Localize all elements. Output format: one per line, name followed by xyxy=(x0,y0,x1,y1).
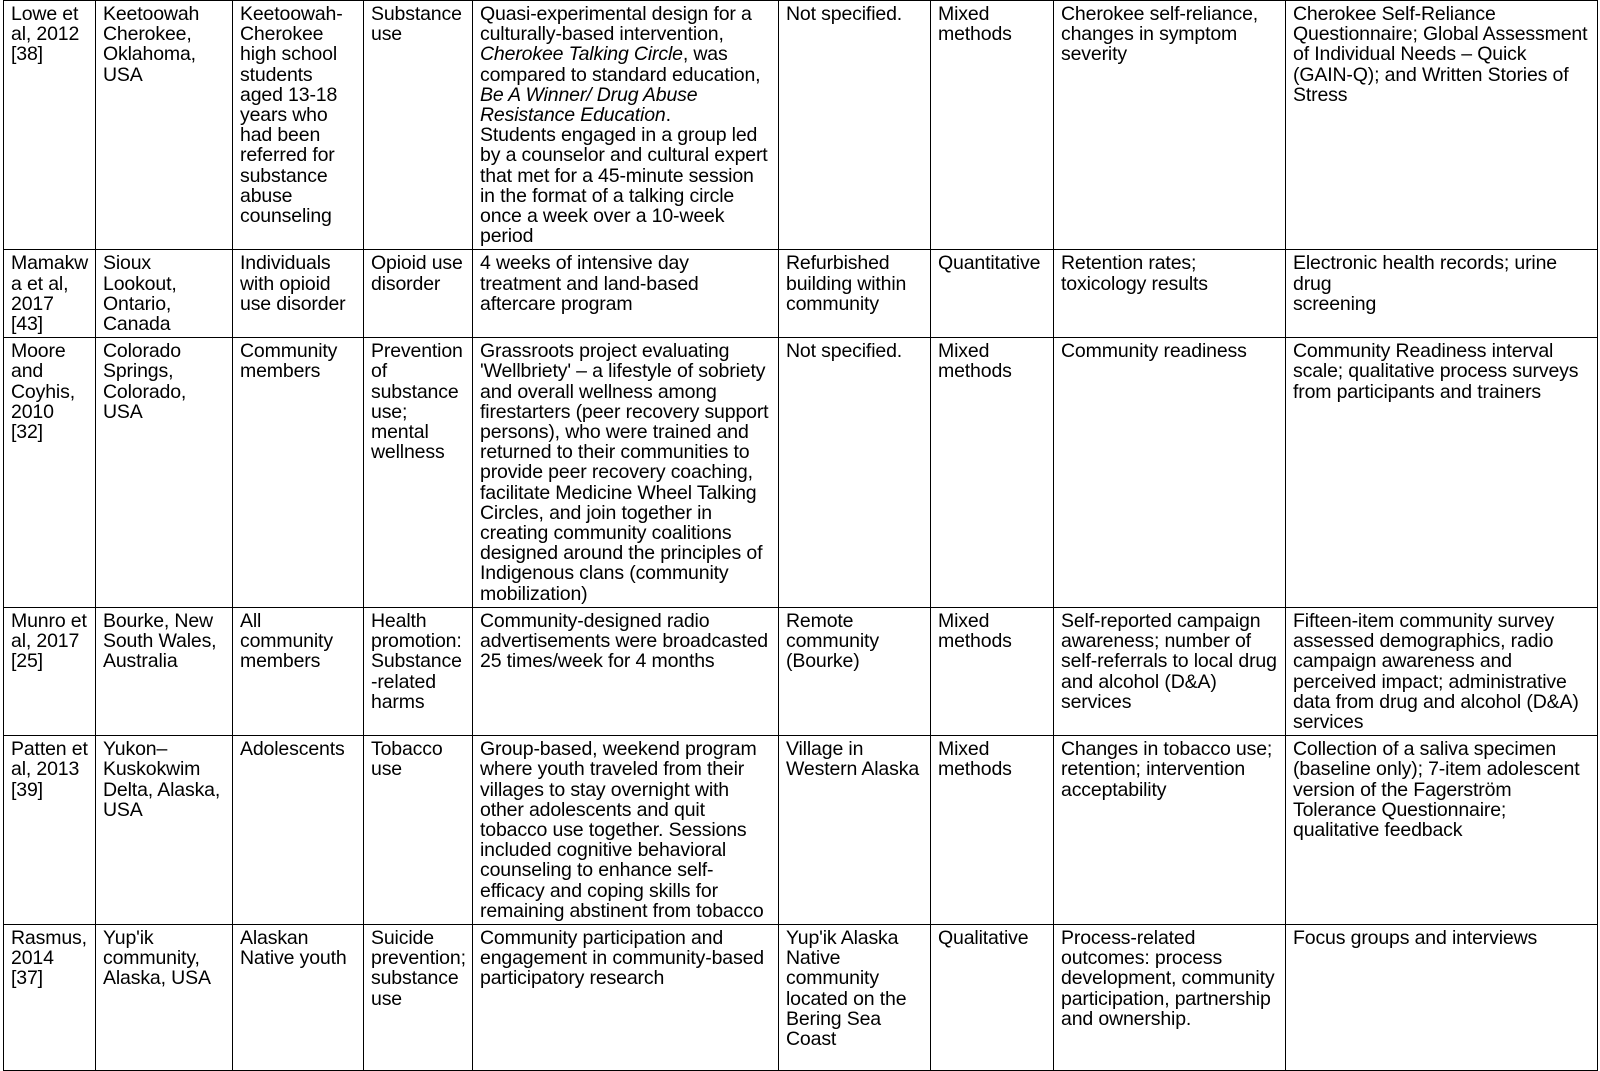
intervention-paragraph-1: Community participation and engagement in community-based participatory research xyxy=(480,926,764,990)
cell-design xyxy=(931,338,1054,608)
cell-outcomes xyxy=(1054,1,1286,250)
outcomes-text: Community readiness xyxy=(1061,340,1247,363)
outcomes-text: Process-related outcomes: process development, community participation, partnership and ownership. xyxy=(1061,926,1275,1030)
cell-author xyxy=(4,338,96,608)
intervention-text-part3: . xyxy=(665,104,671,127)
design-text: Mixed methods xyxy=(938,738,1012,781)
table-row xyxy=(4,338,1598,608)
author-text: Rasmus, 2014 [37] xyxy=(11,926,87,990)
cell-intervention xyxy=(473,250,779,338)
location-text: Yup'ik community, Alaska, USA xyxy=(103,926,211,990)
author-text: Munro et al, 2017 [25] xyxy=(11,609,87,673)
cell-design xyxy=(931,1,1054,250)
location-text: Sioux Lookout, Ontario, Canada xyxy=(103,252,177,336)
intervention-paragraph-1: Community-designed radio advertisements were broadcasted 25 times/week for 4 months xyxy=(480,609,769,673)
author-text: Lowe et al, 2012 [38] xyxy=(11,3,80,66)
cell-population xyxy=(233,924,364,1070)
location-text: Bourke, New South Wales, Australia xyxy=(103,609,217,673)
author-text: Patten et al, 2013 [39] xyxy=(11,738,88,801)
table-row xyxy=(4,607,1598,735)
cell-focus xyxy=(364,250,473,338)
cell-design xyxy=(931,924,1054,1070)
location-text: Colorado Springs, Colorado, USA xyxy=(103,340,187,423)
author-text: Moore and Coyhis, 2010 [32] xyxy=(11,340,75,444)
table-row xyxy=(4,250,1598,338)
cell-location xyxy=(96,924,233,1070)
intervention-paragraph-1 xyxy=(480,4,772,125)
cell-intervention xyxy=(473,1,779,250)
intervention-paragraph-1: Group-based, weekend program where youth traveled from their villages to stay overnight with other adolescents and quit tobacco use together. Sessions included cognitive behavioral counseling to enhance self-efficacy and coping skills for remaining abstinent from tobacco xyxy=(480,738,764,922)
cell-focus xyxy=(364,924,473,1070)
design-text: Qualitative xyxy=(938,926,1029,949)
cell-outcomes xyxy=(1054,250,1286,338)
location-text: Yukon–Kuskokwim Delta, Alaska, USA xyxy=(103,738,221,821)
cell-author xyxy=(4,924,96,1070)
cell-intervention xyxy=(473,338,779,608)
author-text: Mamakwa et al, 2017 [43] xyxy=(11,252,89,336)
cell-location xyxy=(96,250,233,338)
included-studies-table xyxy=(3,0,1598,1071)
measures-text: Fifteen-item community survey assessed demographics, radio campaign awareness and perceived impact; administrative data from drug and alcohol (D&A) services xyxy=(1293,609,1579,733)
cell-measures xyxy=(1286,1,1598,250)
cell-focus xyxy=(364,736,473,925)
setting-text: Yup'ik Alaska Native community located on the Bering Sea Coast xyxy=(786,926,907,1050)
outcomes-text: Self-reported campaign awareness; number of self-referrals to local drug and alcohol (D&A) services xyxy=(1061,609,1277,713)
cell-setting xyxy=(779,1,931,250)
cell-design xyxy=(931,250,1054,338)
cell-focus xyxy=(364,1,473,250)
intervention-paragraph-1: Grassroots project evaluating 'Wellbriety' – a lifestyle of sobriety and overall wellness among firestarters (peer recovery support persons), who were trained and returned to their communities to provide peer recovery coaching, facilitate Medicine Wheel Talking Circles, and join together in creating community coalitions designed around the principles of Indigenous clans (community mobilization) xyxy=(480,340,769,605)
cell-focus xyxy=(364,607,473,735)
cell-location xyxy=(96,1,233,250)
measures-text: Cherokee Self-Reliance Questionnaire; Global Assessment of Individual Needs – Quick (GAIN-Q); and Written Stories of Stress xyxy=(1293,3,1588,106)
cell-outcomes xyxy=(1054,736,1286,925)
focus-text: Substance use xyxy=(371,3,462,46)
design-text: Quantitative xyxy=(938,252,1041,275)
cell-design xyxy=(931,736,1054,925)
focus-text: Suicide prevention; substance use xyxy=(371,926,466,1010)
cell-population xyxy=(233,250,364,338)
population-text: Keetoowah-Cherokee high school students aged 13-18 years who had been referred for substance abuse counseling xyxy=(240,3,343,228)
intervention-italic-1: Cherokee Talking Circle xyxy=(480,43,683,66)
cell-outcomes xyxy=(1054,338,1286,608)
cell-location xyxy=(96,338,233,608)
cell-measures xyxy=(1286,607,1598,735)
cell-measures xyxy=(1286,338,1598,608)
cell-design xyxy=(931,607,1054,735)
cell-setting xyxy=(779,250,931,338)
measures-text: Focus groups and interviews xyxy=(1293,926,1538,949)
population-text: Adolescents xyxy=(240,738,345,761)
setting-text: Remote community (Bourke) xyxy=(786,609,879,673)
cell-author xyxy=(4,1,96,250)
design-text: Mixed methods xyxy=(938,340,1012,383)
setting-text: Not specified. xyxy=(786,340,903,363)
cell-author xyxy=(4,736,96,925)
cell-measures xyxy=(1286,250,1598,338)
table-row xyxy=(4,924,1598,1070)
cell-intervention xyxy=(473,736,779,925)
design-text: Mixed methods xyxy=(938,3,1012,46)
intervention-paragraph-1: 4 weeks of intensive day treatment and land-based aftercare program xyxy=(480,252,699,315)
cell-population xyxy=(233,1,364,250)
focus-text: Prevention of substance use; mental wellness xyxy=(371,340,463,464)
cell-setting xyxy=(779,736,931,925)
outcomes-text: Retention rates; toxicology results xyxy=(1061,252,1208,295)
cell-outcomes xyxy=(1054,924,1286,1070)
outcomes-text: Cherokee self-reliance, changes in symptom severity xyxy=(1061,3,1259,66)
focus-text: Tobacco use xyxy=(371,738,443,781)
table-row xyxy=(4,736,1598,925)
cell-population xyxy=(233,338,364,608)
cell-intervention xyxy=(473,607,779,735)
measures-text: Collection of a saliva specimen (baseline only); 7-item adolescent version of the Fagerström Tolerance Questionnaire; qualitative feedback xyxy=(1293,738,1580,841)
cell-measures xyxy=(1286,736,1598,925)
cell-outcomes xyxy=(1054,607,1286,735)
population-text: All community members xyxy=(240,609,333,673)
cell-focus xyxy=(364,338,473,608)
setting-text: Village in Western Alaska xyxy=(786,738,920,781)
cell-setting xyxy=(779,338,931,608)
focus-text: Opioid use disorder xyxy=(371,252,463,295)
cell-setting xyxy=(779,607,931,735)
setting-text: Refurbished building within community xyxy=(786,252,907,315)
intervention-text-part2: , was compared to standard education, xyxy=(480,43,761,86)
cell-location xyxy=(96,736,233,925)
population-text: Individuals with opioid use disorder xyxy=(240,252,346,315)
intervention-paragraph-2: Students engaged in a group led by a counselor and cultural expert that met for a 45-minute session in the format of a talking circle once a week over a 10-week period xyxy=(480,124,768,248)
cell-population xyxy=(233,736,364,925)
design-text: Mixed methods xyxy=(938,609,1012,653)
intervention-text-part1: Quasi-experimental design for a culturally-based intervention, xyxy=(480,3,752,46)
measures-line-1: Electronic health records; urine drug xyxy=(1293,252,1558,295)
setting-text: Not specified. xyxy=(786,3,903,25)
measures-text: Community Readiness interval scale; qualitative process surveys from participants and trainers xyxy=(1293,340,1579,403)
cell-measures xyxy=(1286,924,1598,1070)
table-row xyxy=(4,1,1598,250)
cell-population xyxy=(233,607,364,735)
intervention-italic-2: Be A Winner/ Drug Abuse Resistance Education xyxy=(480,83,698,127)
outcomes-text: Changes in tobacco use; retention; intervention acceptability xyxy=(1061,738,1273,801)
cell-author xyxy=(4,607,96,735)
location-text: Keetoowah Cherokee, Oklahoma, USA xyxy=(103,3,200,86)
population-text: Alaskan Native youth xyxy=(240,926,347,970)
focus-text: Health promotion: Substance-related harms xyxy=(371,609,462,713)
measures-line-2: screening xyxy=(1293,292,1377,315)
population-text: Community members xyxy=(240,340,338,383)
cell-intervention xyxy=(473,924,779,1070)
cell-author xyxy=(4,250,96,338)
cell-location xyxy=(96,607,233,735)
cell-setting xyxy=(779,924,931,1070)
